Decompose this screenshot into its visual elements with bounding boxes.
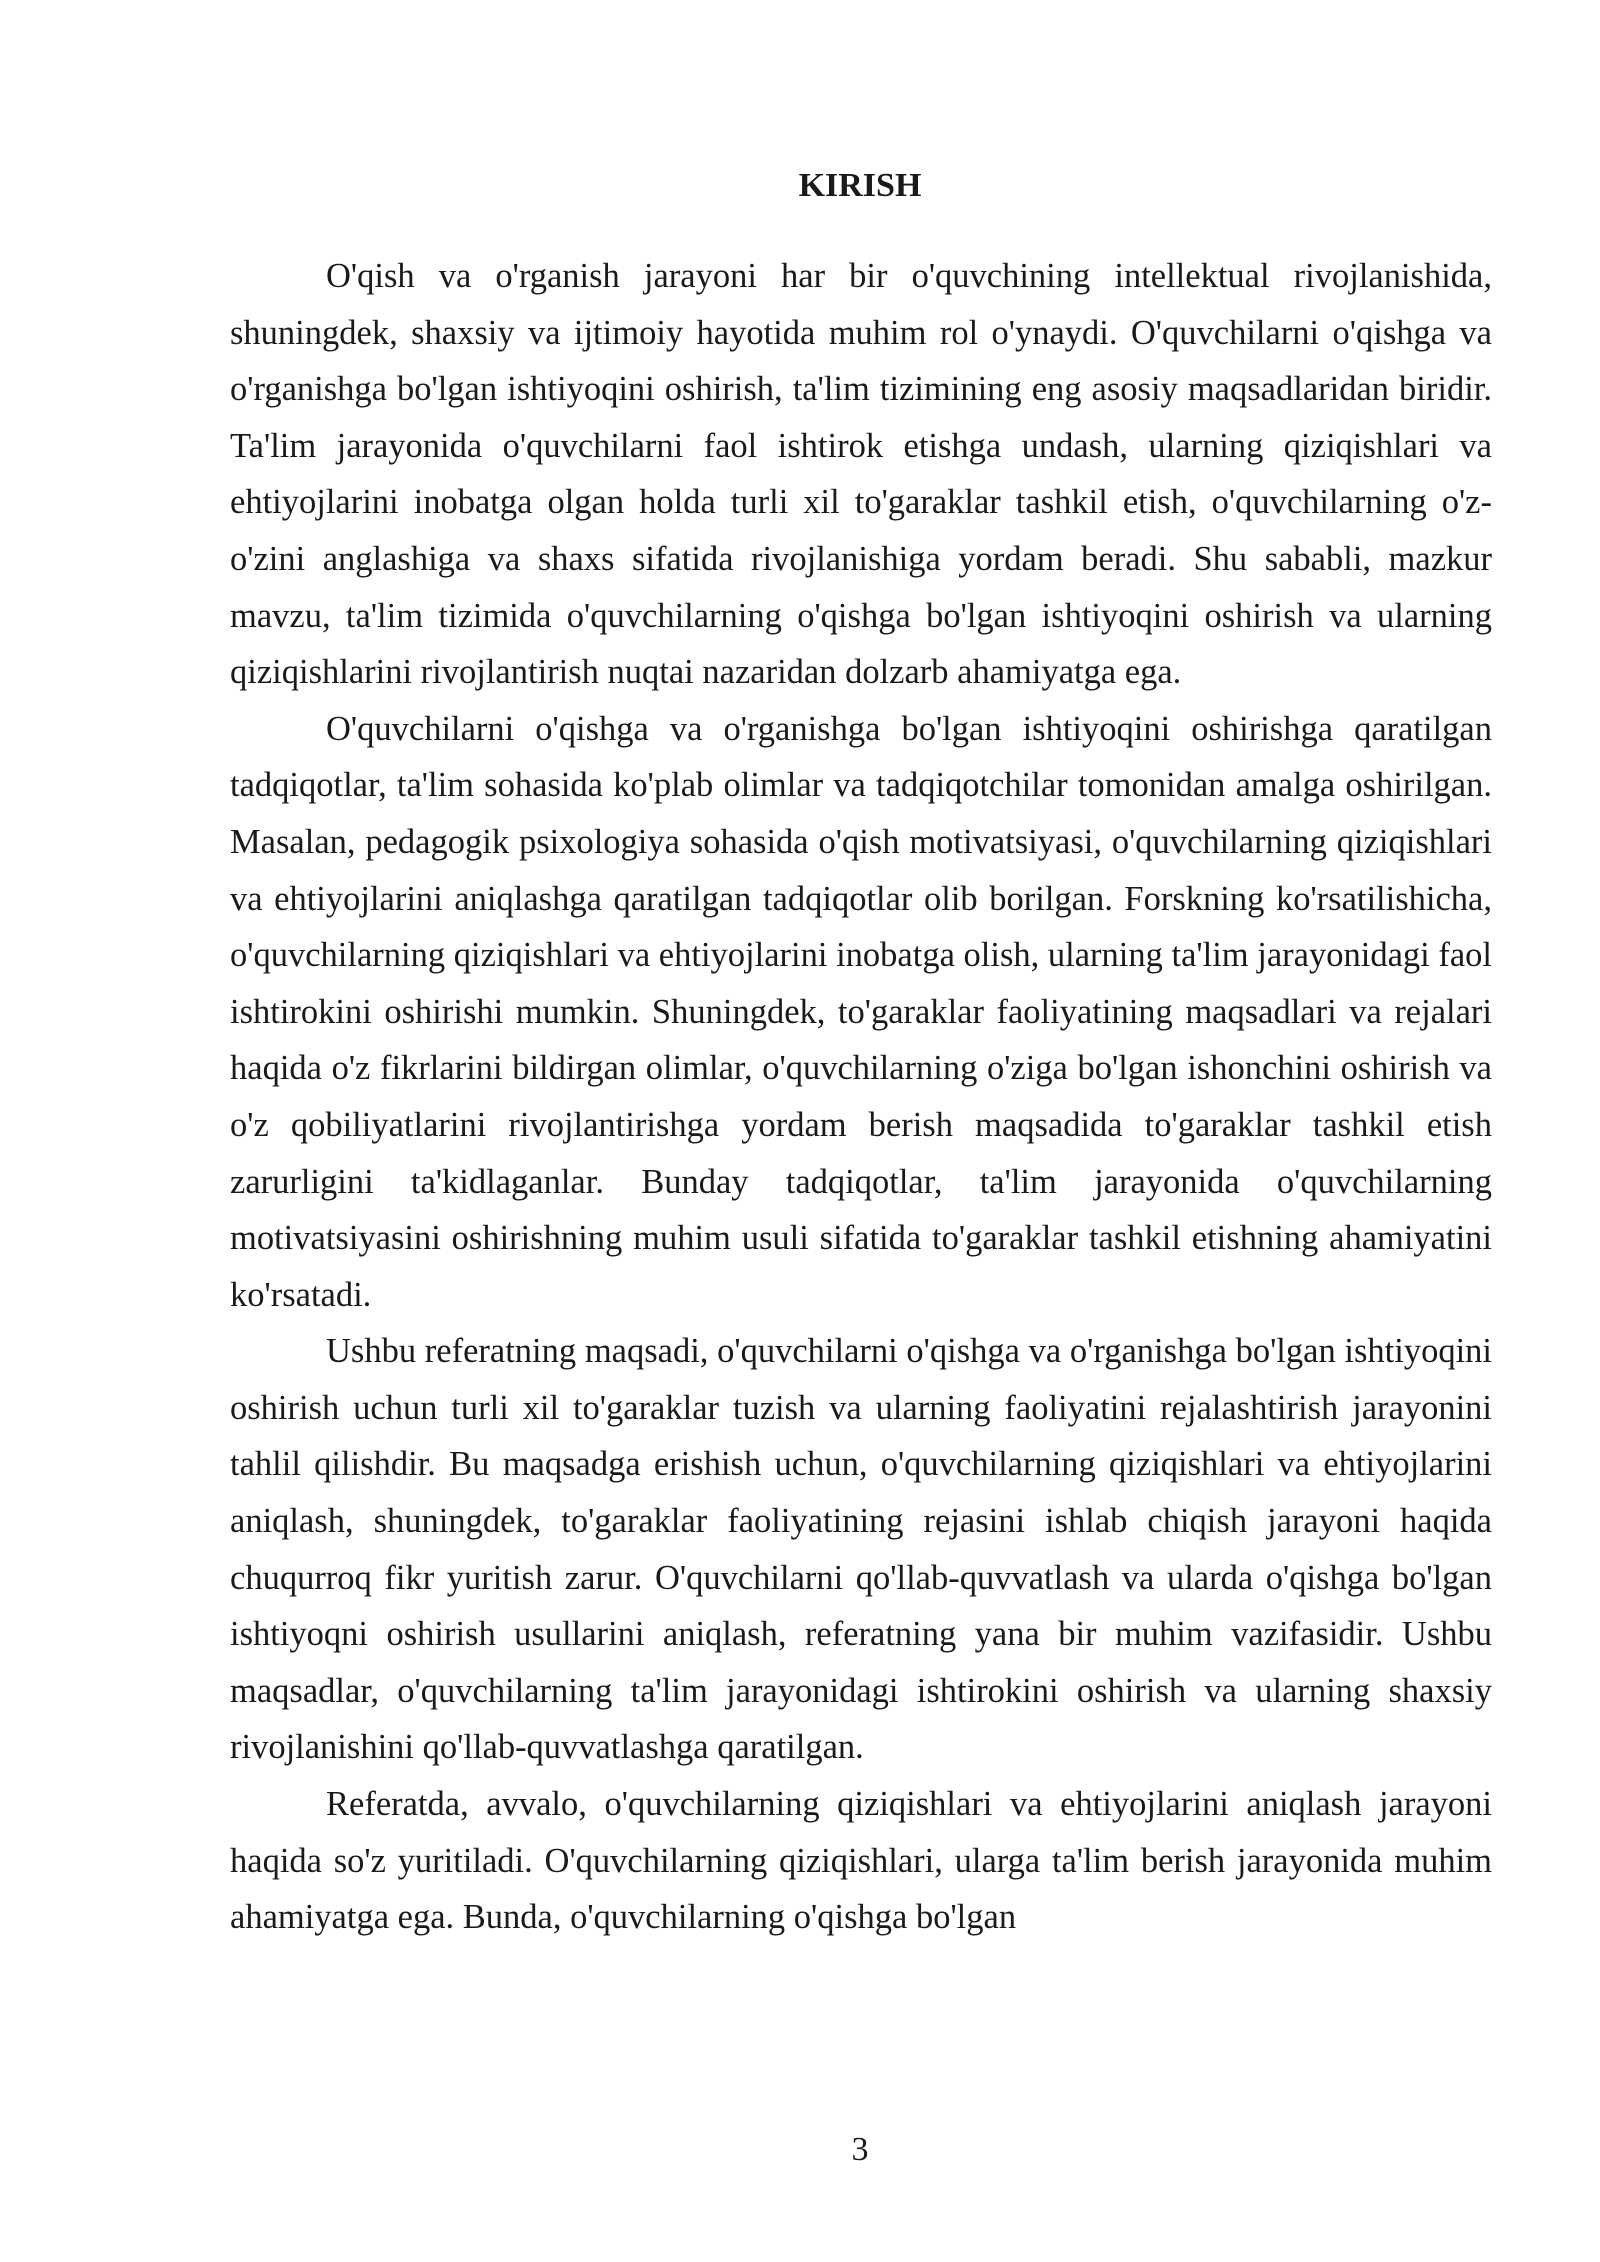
paragraph-4: Referatda, avvalo, o'quvchilarning qiziqishlari va ehtiyojlarini aniqlash jarayoni haqida so'z yuritiladi. O'quvchilarning qiziqishlari, ularga ta'lim berish jarayonida muhim ahamiyatga ega. Bunda, o'quvchilarning o'qishga bo'lgan	[230, 1785, 1492, 1937]
body-text	[230, 248, 1492, 1946]
paragraph-1: O'qish va o'rganish jarayoni har bir o'quvchining intellektual rivojlanishida, shuningdek, shaxsiy va ijtimoiy hayotida muhim rol o'ynaydi. O'quvchilarni o'qishga va o'rganishga bo'lgan ishtiyoqini oshirish, ta'lim tizimining eng asosiy maqsadlaridan biridir. Ta'lim jarayonida o'quvchilarni faol ishtirok etishga undash, ularning qiziqishlari va ehtiyojlarini inobatga olgan holda turli xil to'garaklar tashkil etish, o'quvchilarning o'z-o'zini anglashiga va shaxs sifatida rivojlanishiga yordam beradi. Shu sababli, mazkur mavzu, ta'lim tizimida o'quvchilarning o'qishga bo'lgan ishtiyoqini oshirish va ularning qiziqishlarini rivojlantirish nuqtai nazaridan dolzarb ahamiyatga ega.	[230, 257, 1492, 692]
page-heading: KIRISH	[798, 167, 922, 204]
paragraph-3: Ushbu referatning maqsadi, o'quvchilarni o'qishga va o'rganishga bo'lgan ishtiyoqini oshirish uchun turli xil to'garaklar tuzish va ularning faoliyatini rejalashtirish jarayonini tahlil qilishdir. Bu maqsadga erishish uchun, o'quvchilarning qiziqishlari va ehtiyojlarini aniqlash, shuningdek, to'garaklar faoliyatining rejasini ishlab chiqish jarayoni haqida chuqurroq fikr yuritish zarur. O'quvchilarni qo'llab-quvvatlash va ularda o'qishga bo'lgan ishtiyoqni oshirish usullarini aniqlash, referatning yana bir muhim vazifasidir. Ushbu maqsadlar, o'quvchilarning ta'lim jarayonidagi ishtirokini oshirish va ularning shaxsiy rivojlanishini qo'llab-quvvatlashga qaratilgan.	[230, 1332, 1492, 1767]
paragraph-2: O'quvchilarni o'qishga va o'rganishga bo'lgan ishtiyoqini oshirishga qaratilgan tadqiqotlar, ta'lim sohasida ko'plab olimlar va tadqiqotchilar tomonidan amalga oshirilgan. Masalan, pedagogik psixologiya sohasida o'qish motivatsiyasi, o'quvchilarning qiziqishlari va ehtiyojlarini aniqlashga qaratilgan tadqiqotlar olib borilgan. Forskning ko'rsatilishicha, o'quvchilarning qiziqishlari va ehtiyojlarini inobatga olish, ularning ta'lim jarayonidagi faol ishtirokini oshirishi mumkin. Shuningdek, to'garaklar faoliyatining maqsadlari va rejalari haqida o'z fikrlarini bildirgan olimlar, o'quvchilarning o'ziga bo'lgan ishonchini oshirish va o'z qobiliyatlarini rivojlantirishga yordam berish maqsadida to'garaklar tashkil etish zarurligini ta'kidlaganlar. Bunday tadqiqotlar, ta'lim jarayonida o'quvchilarning motivatsiyasini oshirishning muhim usuli sifatida to'garaklar tashkil etishning ahamiyatini ko'rsatadi.	[230, 709, 1492, 1314]
page-number: 3	[851, 2131, 869, 2168]
